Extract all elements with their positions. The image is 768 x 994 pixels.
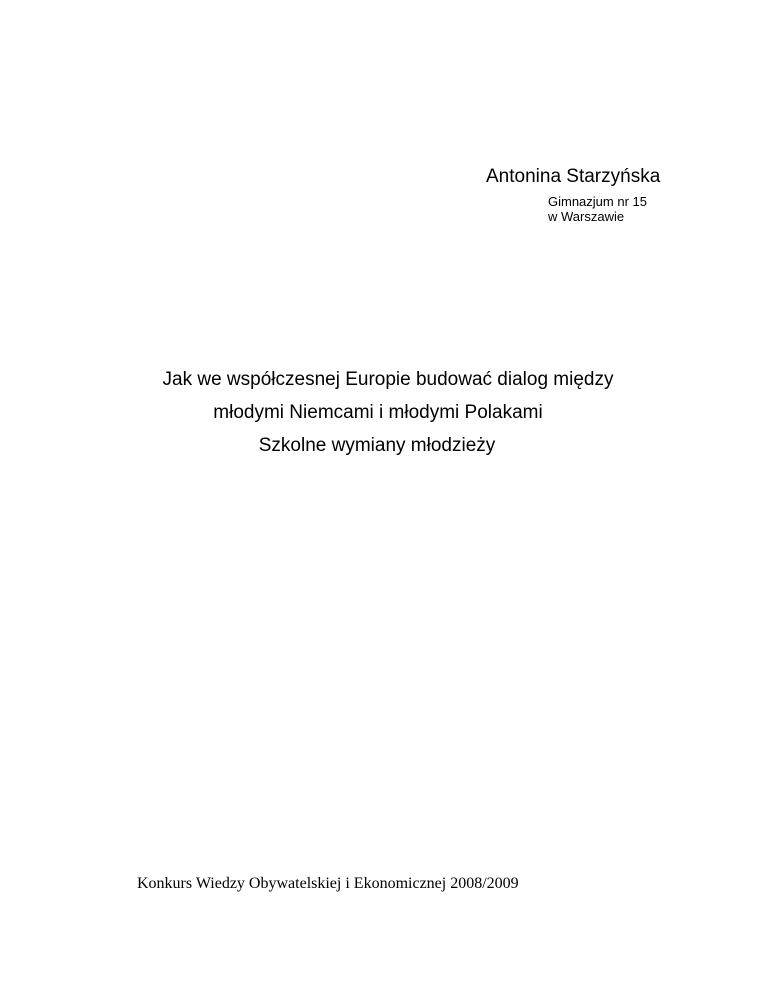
document-title [0, 366, 768, 465]
subtitle: Szkolne wymiany młodzieży [258, 435, 496, 456]
school-name: Gimnazjum nr 15 [548, 194, 647, 209]
author-name: Antonina Starzyńska [486, 166, 661, 187]
title-line-1: Jak we współczesnej Europie budować dialog między [162, 369, 614, 390]
school-affiliation [548, 194, 647, 224]
school-city: w Warszawie [548, 209, 625, 224]
competition-footer: Konkurs Wiedzy Obywatelskiej i Ekonomicznej 2008/2009 [137, 875, 519, 892]
title-line-2: młodymi Niemcami i młodymi Polakami [213, 402, 543, 423]
